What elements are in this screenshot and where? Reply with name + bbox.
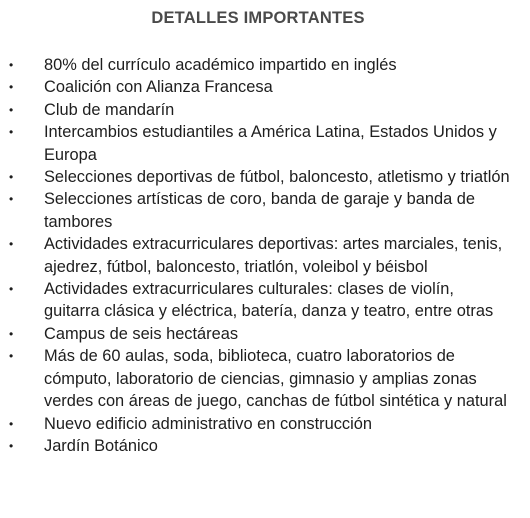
list-item — [0, 76, 510, 98]
list-item — [0, 99, 510, 121]
bullet-icon: • — [9, 237, 14, 252]
list-item — [0, 323, 510, 345]
list-item — [0, 166, 510, 188]
list-item-text: Club de mandarín — [44, 100, 175, 119]
list-item-text: Coalición con Alianza Francesa — [44, 78, 273, 97]
section-heading: DETALLES IMPORTANTES — [151, 9, 365, 27]
list-item-text: Intercambios estudiantiles a América Latina, Estados Unidos y Europa — [44, 123, 497, 164]
list-item — [0, 278, 510, 323]
list-item-text: Actividades extracurriculares deportivas: artes marciales, tenis, ajedrez, fútbol, baloncesto, triatlón, voleibol y béisbol — [44, 235, 503, 276]
details-list — [0, 54, 510, 457]
bullet-icon: • — [9, 416, 14, 431]
bullet-icon: • — [9, 58, 14, 72]
list-item-text: Actividades extracurriculares culturales: clases de violín, guitarra clásica y eléctrica, batería, danza y teatro, entre otras — [44, 280, 494, 321]
list-item-text: Nuevo edificio administrativo en construcción — [44, 414, 372, 433]
list-item-text: Selecciones deportivas de fútbol, baloncesto, atletismo y triatlón — [44, 168, 510, 187]
list-item — [0, 413, 510, 435]
list-item-text: Selecciones artísticas de coro, banda de garaje y banda de tambores — [44, 190, 475, 231]
list-item — [0, 54, 510, 76]
bullet-icon: • — [9, 102, 14, 117]
list-item — [0, 188, 510, 233]
bullet-icon: • — [9, 282, 14, 297]
list-item — [0, 233, 510, 278]
bullet-icon: • — [9, 349, 14, 364]
list-item — [0, 345, 510, 412]
bullet-icon: • — [9, 80, 14, 95]
bullet-icon: • — [9, 192, 14, 207]
list-item — [0, 121, 510, 166]
bullet-icon: • — [9, 170, 14, 185]
bullet-icon: • — [9, 326, 14, 341]
bullet-icon: • — [9, 438, 14, 453]
list-item-text: Jardín Botánico — [44, 436, 158, 455]
list-item-text: 80% del currículo académico impartido en inglés — [44, 56, 397, 74]
list-item-text: Campus de seis hectáreas — [44, 324, 239, 343]
list-item — [0, 435, 510, 457]
list-item-text: Más de 60 aulas, soda, biblioteca, cuatro laboratorios de cómputo, laboratorio de ciencias, gimnasio y amplias zonas verdes con áreas de juego, canchas de fútbol sintética y natural — [44, 347, 507, 411]
bullet-icon: • — [9, 125, 14, 140]
